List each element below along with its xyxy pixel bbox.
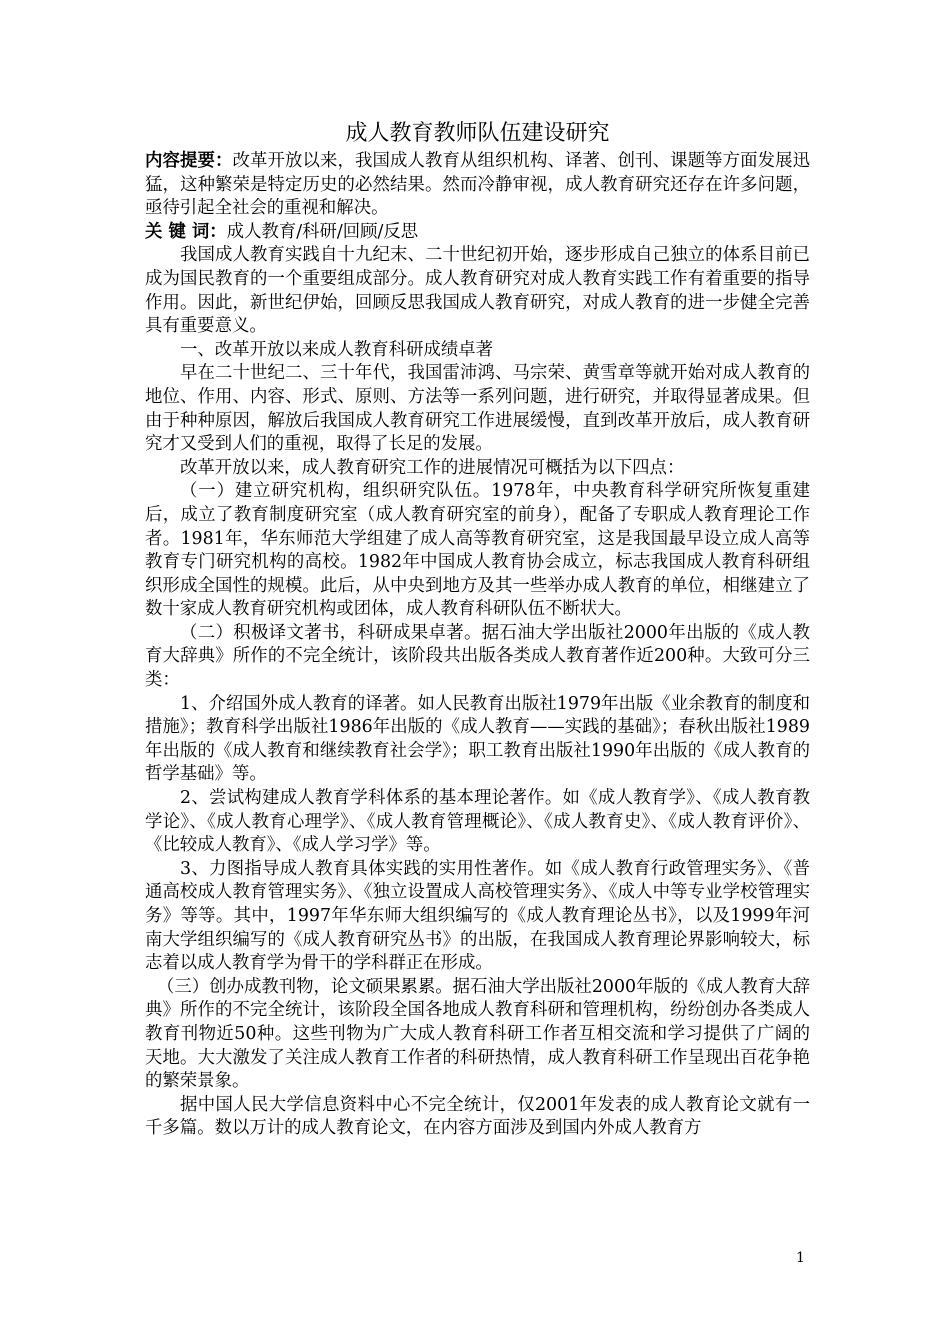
body-paragraph: 据中国人民大学信息资料中心不完全统计，仅2001年发表的成人教育论文就有一千多篇。数以万计的成人教育论文，在内容方面涉及到国内外成人教育方: [145, 1094, 810, 1139]
list-paragraph: 2、尝试构建成人教育学科体系的基本理论著作。如《成人教育学》、《成人教育教学论》、《成人教育心理学》、《成人教育管理概论》、《成人教育史》、《成人教育评价》、《比较成人教育》、《成人学习学》等。: [145, 788, 810, 856]
body-paragraph: （一）建立研究机构，组织研究队伍。1978年，中央教育科学研究所恢复重建后，成立了教育制度研究室（成人教育研究室的前身），配备了专职成人教育理论工作者。1981年，华东师范大学组建了成人高等教育研究室，这是我国最早设立成人高等教育专门研究机构的高校。1982年中国成人教育协会成立，标志我国成人教育科研组织形成全国性的规模。此后，从中央到地方及其一些举办成人教育的单位，相继建立了数十家成人教育研究机构或团体，成人教育科研队伍不断状大。: [145, 481, 810, 620]
body-paragraph: （三）创办成教刊物，论文硕果累累。据石油大学出版社2000年版的《成人教育大辞典》所作的不完全统计，该阶段全国各地成人教育科研和管理机构，纷纷创办各类成人教育刊物近50种。这些刊物为广大成人教育科研工作者互相交流和学习提供了广阔的天地。大大激发了关注成人教育工作者的科研热情，成人教育科研工作呈现出百花争艳的繁荣景象。: [145, 976, 810, 1092]
body-paragraph: 我国成人教育实践自十九纪末、二十世纪初开始，逐步形成自己独立的体系目前已成为国民教育的一个重要组成部分。成人教育研究对成人教育实践工作有着重要的指导作用。因此，新世纪伊始，回顾反思我国成人教育研究，对成人教育的进一步健全完善具有重要意义。: [145, 245, 810, 337]
section-heading: 一、改革开放以来成人教育科研成绩卓著: [180, 339, 494, 360]
document-page: [145, 118, 810, 1141]
list-paragraph: 1、介绍国外成人教育的译著。如人民教育出版社1979年出版《业余教育的制度和措施》；教育科学出版社1986年出版的《成人教育——实践的基础》；春秋出版社1989年出版的《成人教育和继续教育社会学》；职工教育出版社1990年出版的《成人教育的哲学基础》等。: [145, 693, 810, 785]
body-paragraph: （二）积极译文著书，科研成果卓著。据石油大学出版社2000年出版的《成人教育大辞典》所作的不完全统计，该阶段共出版各类成人教育著作近200种。大致可分三类：: [145, 622, 810, 691]
body-paragraph: 改革开放以来，成人教育研究工作的进展情况可概括为以下四点：: [180, 457, 685, 478]
abstract-text: 改革开放以来，我国成人教育从组织机构、译著、创刊、课题等方面发展迅猛，这种繁荣是特定历史的必然结果。然而冷静审视，成人教育研究还存在许多问题，亟待引起全社会的重视和解决。: [145, 151, 810, 219]
document-title: 成人教育教师队伍建设研究: [345, 121, 610, 146]
body-paragraph: 早在二十世纪二、三十年代，我国雷沛鸿、马宗荣、黄雪章等就开始对成人教育的地位、作用、内容、形式、原则、方法等一系列问题，进行研究，并取得显著成果。但由于种种原因，解放后我国成人教育研究工作进展缓慢，直到改革开放后，成人教育研究才又受到人们的重视，取得了长足的发展。: [145, 363, 810, 455]
page-number: 1: [796, 1250, 805, 1266]
abstract-label: 内容提要：: [145, 151, 233, 171]
list-paragraph: 3、力图指导成人教育具体实践的实用性著作。如《成人教育行政管理实务》、《普通高校成人教育管理实务》、《独立设置成人高校管理实务》、《成人中等专业学校管理实务》等等。其中，1997年华东师大组织编写的《成人教育理论丛书》，以及1999年河南大学组织编写的《成人教育研究丛书》的出版，在我国成人教育理论界影响较大，标志着以成人教育学为骨干的学科群正在形成。: [145, 858, 810, 974]
keywords-text: 成人教育/科研/回顾/反思: [226, 221, 419, 242]
keywords-label: 关 键 词：: [145, 221, 227, 242]
keywords-paragraph: [145, 221, 810, 245]
abstract-paragraph: [145, 150, 810, 221]
